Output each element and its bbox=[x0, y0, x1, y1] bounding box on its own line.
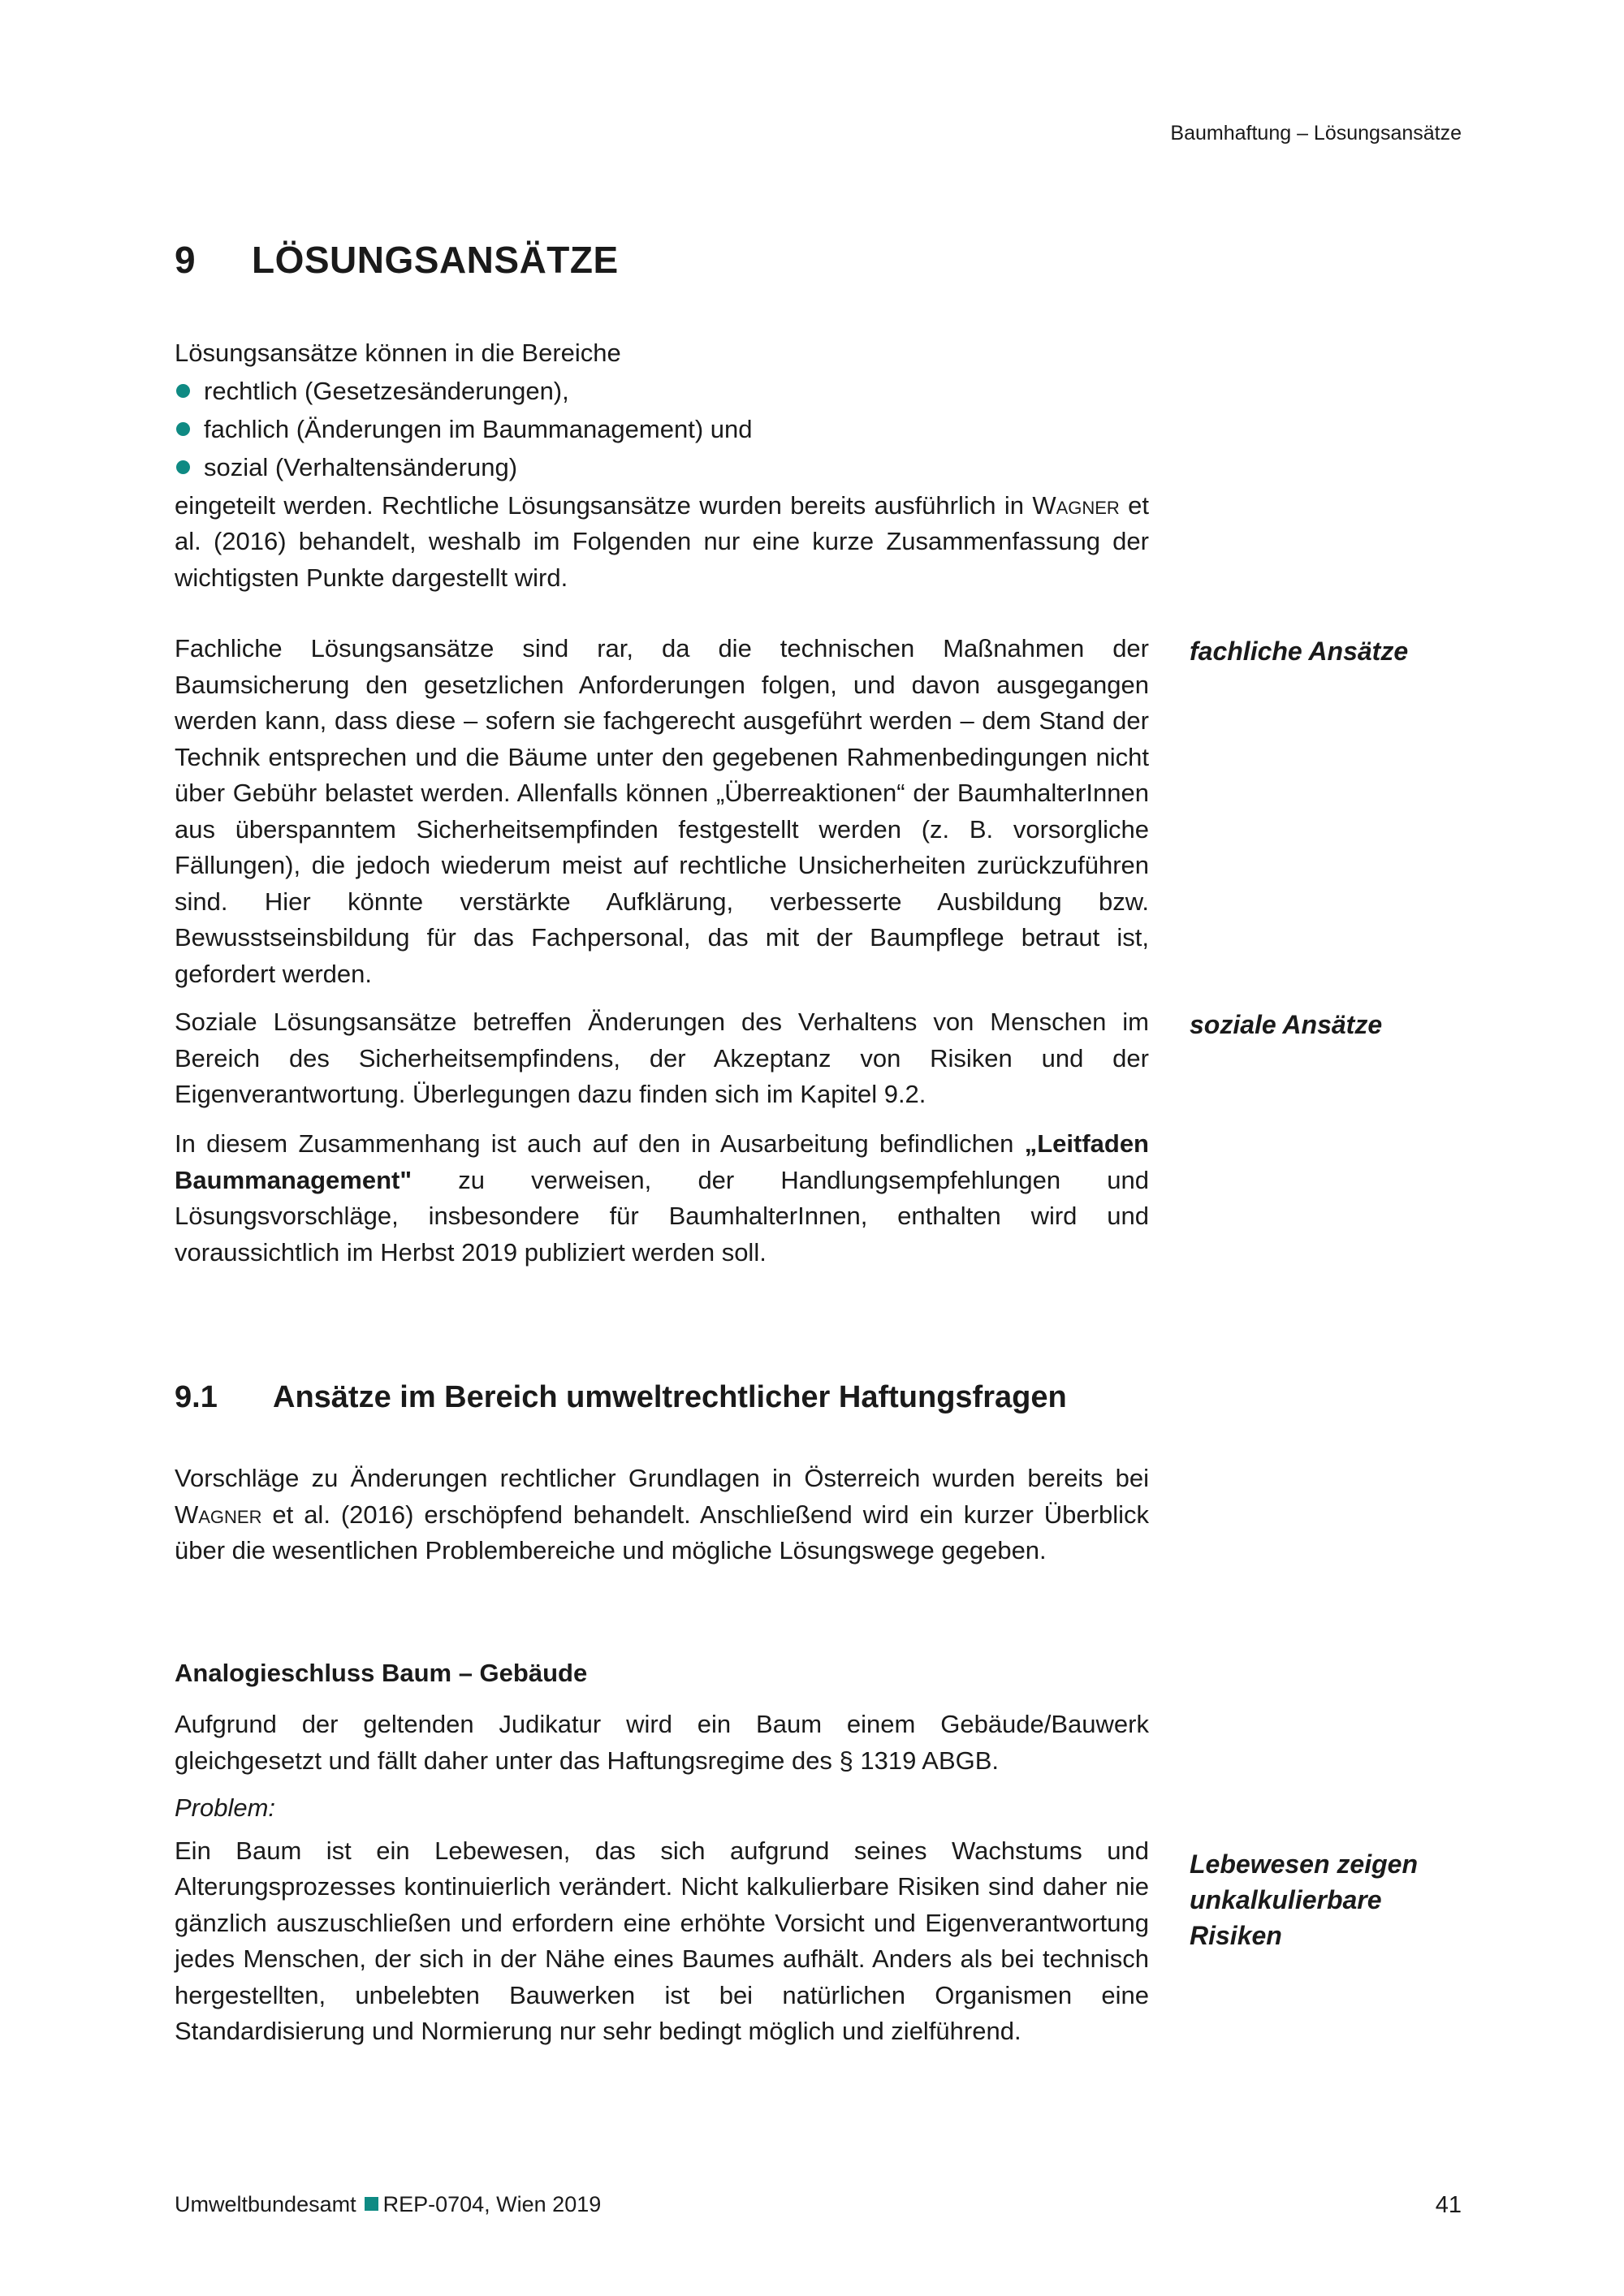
margin-note-line: Lebewesen zeigen bbox=[1190, 1849, 1418, 1879]
bullet-icon bbox=[176, 384, 190, 398]
margin-note-fachlich: fachliche Ansätze bbox=[1190, 637, 1409, 666]
section-intro-paragraph bbox=[175, 1461, 1149, 1569]
leitfaden-title: „Leitfaden Baummanagement" bbox=[175, 1129, 1149, 1194]
footer-left bbox=[175, 2192, 601, 2217]
bullet-text: fachlich (Änderungen im Baummanagement) und bbox=[204, 414, 753, 443]
problem-label: Problem: bbox=[175, 1793, 276, 1822]
chapter-number: 9 bbox=[175, 239, 197, 281]
page-number: 41 bbox=[1435, 2192, 1462, 2218]
subheading-analogie: Analogieschluss Baum – Gebäude bbox=[175, 1659, 588, 1687]
chapter-title-text: LÖSUNGSANSÄTZE bbox=[252, 239, 619, 281]
author-name: Wagner bbox=[175, 1500, 262, 1529]
margin-note-lebewesen bbox=[1190, 1846, 1458, 1953]
bullet-icon bbox=[176, 422, 190, 436]
list-item bbox=[175, 410, 1149, 448]
fachlich-paragraph-block bbox=[175, 631, 1149, 1003]
intro-lead: Lösungsansätze können in die Bereiche bbox=[175, 339, 621, 367]
intro-bullet-list bbox=[175, 372, 1149, 486]
bullet-text: rechtlich (Gesetzesänderungen), bbox=[204, 376, 569, 405]
list-item bbox=[175, 448, 1149, 486]
section-title-text: Ansätze im Bereich umweltrechtlicher Haftungsfragen bbox=[273, 1380, 1067, 1414]
analogie-block bbox=[175, 1707, 1149, 2061]
fachlich-paragraph: Fachliche Lösungsansätze sind rar, da die technischen Maßnahmen der Baumsicherung den gesetzlichen Anforderungen folgen, und davon ausgegangen werden kann, dass diese – sofern sie fachgerecht ausgeführt werden – dem Stand der Technik entsprechen und die Bäume unter den gegebenen Rahmenbedingungen nicht über Gebühr belastet werden. Allenfalls können „Überreaktionen“ der BaumhalterInnen aus überspanntem Sicherheitsempfinden festgestellt werden (z. B. vorsorgliche Fällungen), die jedoch wiederum meist auf rechtliche Unsicherheiten zurückzuführen sind. Hier könnte verstärkte Aufklärung, verbesserte Ausbildung bzw. Bewusstseinsbildung für das Fachpersonal, das mit der Baumpflege betraut ist, gefordert werden. bbox=[175, 634, 1149, 988]
margin-note-sozial: soziale Ansätze bbox=[1190, 1010, 1383, 1039]
running-header: Baumhaftung – Lösungsansätze bbox=[1170, 122, 1462, 145]
intro-continuation bbox=[175, 488, 1149, 597]
author-name: Wagner bbox=[1032, 490, 1120, 520]
leitfaden-paragraph-block bbox=[175, 1126, 1149, 1282]
section-title bbox=[175, 1380, 1067, 1415]
intro-block bbox=[175, 335, 1149, 607]
bullet-text: sozial (Verhaltensänderung) bbox=[204, 452, 518, 481]
leitfaden-post: zu verweisen, der Handlungsempfehlungen und Lösungsvorschläge, insbesondere für BaumhalterInnen, enthalten wird und voraussichtlich im Herbst 2019 publiziert werden soll. bbox=[175, 1165, 1149, 1267]
sozial-paragraph: Soziale Lösungsansätze betreffen Änderungen des Verhaltens von Menschen im Bereich des Sicherheitsempfindens, der Akzeptanz von Risiken und der Eigenverantwortung. Überlegungen dazu finden sich im Kapitel 9.2. bbox=[175, 1008, 1149, 1108]
section-number: 9.1 bbox=[175, 1380, 218, 1414]
sozial-paragraph-block bbox=[175, 1004, 1149, 1124]
intro-after-2: et al. (2016) behandelt, weshalb im Folgenden nur eine kurze Zusammenfassung der wichtigsten Punkte dargestellt wird. bbox=[175, 490, 1149, 592]
footer-publisher: Umweltbundesamt bbox=[175, 2192, 356, 2216]
list-item bbox=[175, 372, 1149, 410]
bullet-icon bbox=[176, 460, 190, 474]
margin-note-line: Risiken bbox=[1190, 1921, 1282, 1950]
footer-report: REP-0704, Wien 2019 bbox=[382, 2192, 602, 2216]
section-intro-block bbox=[175, 1461, 1149, 1581]
intro-after-1: eingeteilt werden. Rechtliche Lösungsansätze wurden bereits ausführlich in bbox=[175, 490, 1024, 520]
section-intro-post: et al. (2016) erschöpfend behandelt. Anschließend wird ein kurzer Überblick über die wesentlichen Problembereiche und mögliche Lösungswege gegeben. bbox=[175, 1500, 1149, 1564]
problem-paragraph: Ein Baum ist ein Lebewesen, das sich aufgrund seines Wachstums und Alterungsprozesses kontinuierlich verändert. Nicht kalkulierbare Risiken sind daher nie gänzlich auszuschließen und erfordern eine erhöhte Vorsicht und Eigenverantwortung jedes Menschen, der sich in der Nähe eines Baumes aufhält. Anders als bei technisch hergestellten, unbelebten Bauwerken ist bei natürlichen Organismen eine Standardisierung und Normierung nur sehr bedingt möglich und zielführend. bbox=[175, 1836, 1149, 2045]
square-bullet-icon bbox=[365, 2197, 378, 2211]
analogie-paragraph: Aufgrund der geltenden Judikatur wird ein Baum einem Gebäude/Bauwerk gleichgesetzt und fällt daher unter das Haftungsregime des § 1319 ABGB. bbox=[175, 1710, 1149, 1775]
leitfaden-paragraph bbox=[175, 1126, 1149, 1271]
chapter-title bbox=[175, 238, 619, 282]
section-intro-pre: Vorschläge zu Änderungen rechtlicher Grundlagen in Österreich wurden bereits bei bbox=[175, 1464, 1149, 1492]
leitfaden-pre: In diesem Zusammenhang ist auch auf den in Ausarbeitung befindlichen bbox=[175, 1129, 1025, 1158]
margin-note-line: unkalkulierbare bbox=[1190, 1885, 1382, 1914]
